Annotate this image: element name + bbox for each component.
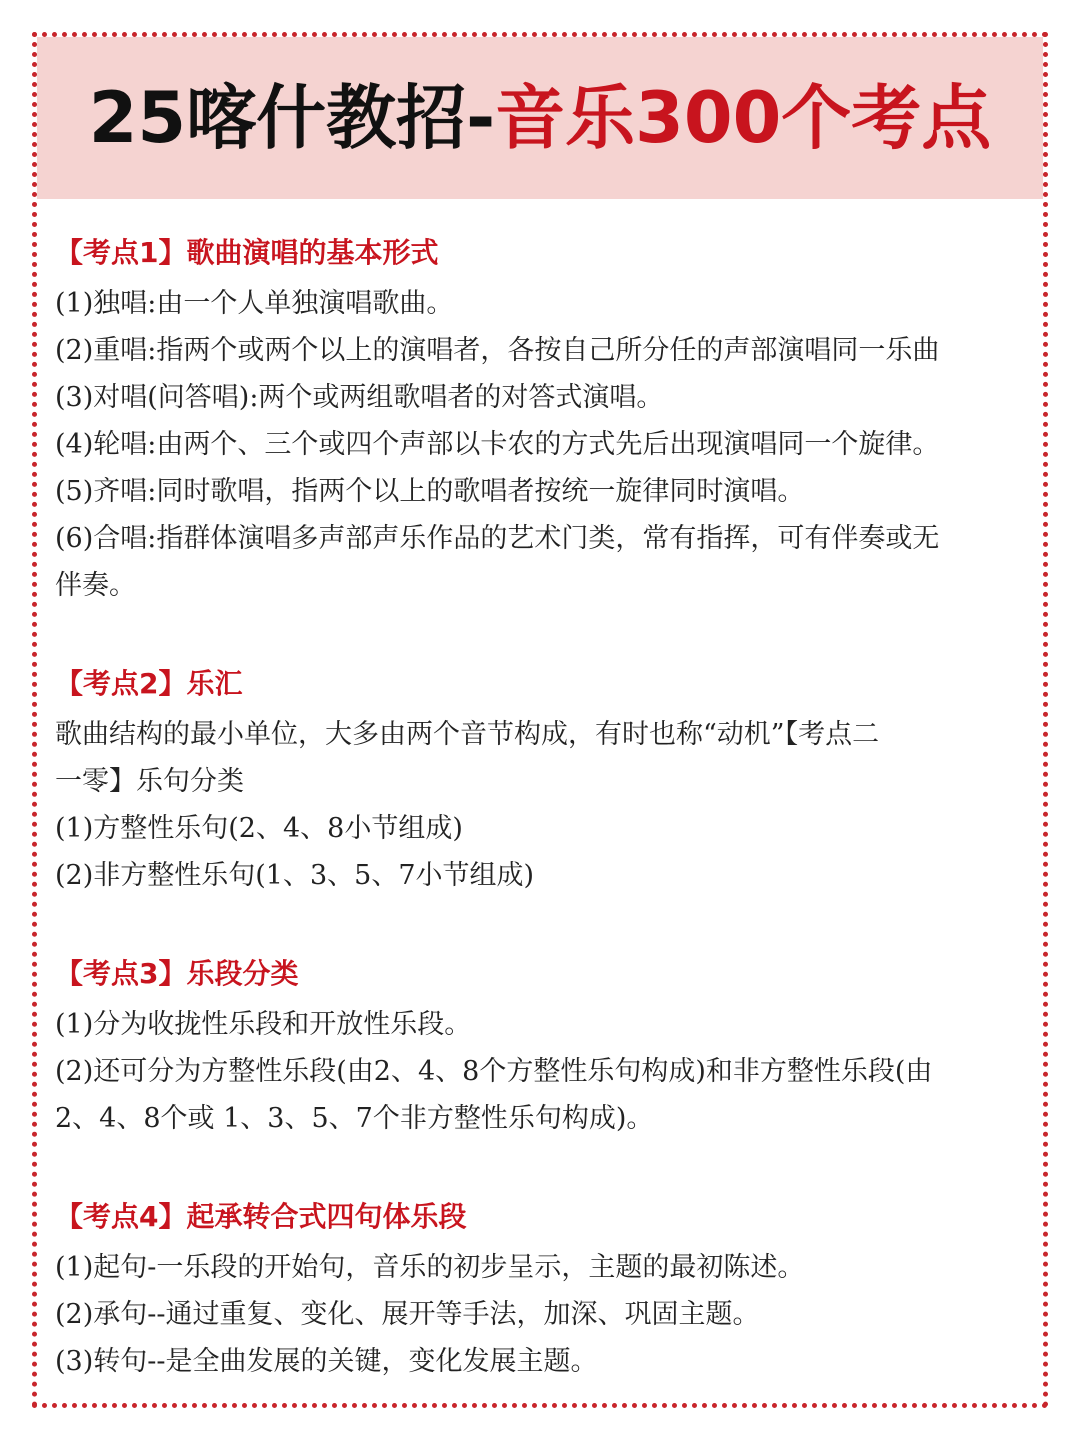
section-line: (3)转句--是全曲发展的关键，变化发展主题。 — [55, 1346, 598, 1377]
section-4 — [55, 1192, 1030, 1385]
section-heading: 【考点2】乐汇 — [55, 667, 243, 700]
section-line: 伴奏。 — [55, 570, 136, 601]
section-line: (2)还可分为方整性乐段(由2、4、8个方整性乐句构成)和非方整性乐段(由 — [55, 1056, 933, 1087]
section-line: 2、4、8个或 1、3、5、7个非方整性乐句构成)。 — [55, 1103, 654, 1134]
section-line: 歌曲结构的最小单位，大多由两个音节构成，有时也称“动机”【考点二 — [55, 719, 880, 750]
title-highlight: 音乐300个考点 — [495, 77, 992, 159]
page-title — [37, 75, 1043, 161]
section-2 — [55, 659, 1030, 899]
section-heading: 【考点1】歌曲演唱的基本形式 — [55, 236, 439, 269]
section-3 — [55, 949, 1030, 1142]
content-body — [55, 228, 1030, 1435]
section-line: (1)独唱:由一个人单独演唱歌曲。 — [55, 288, 454, 319]
section-line: (1)分为收拢性乐段和开放性乐段。 — [55, 1009, 472, 1040]
section-heading: 【考点3】乐段分类 — [55, 957, 299, 990]
section-line: 一零】乐句分类 — [55, 766, 244, 797]
section-line: (5)齐唱:同时歌唱，指两个以上的歌唱者按统一旋律同时演唱。 — [55, 476, 805, 507]
section-line: (4)轮唱:由两个、三个或四个声部以卡农的方式先后出现演唱同一个旋律。 — [55, 429, 940, 460]
section-line: (2)重唱:指两个或两个以上的演唱者，各按自己所分任的声部演唱同一乐曲 — [55, 335, 940, 366]
title-banner — [37, 37, 1043, 199]
section-line: (1)方整性乐句(2、4、8小节组成) — [55, 813, 463, 844]
section-heading: 【考点4】起承转合式四句体乐段 — [55, 1200, 467, 1233]
section-line: (6)合唱:指群体演唱多声部声乐作品的艺术门类，常有指挥，可有伴奏或无 — [55, 523, 940, 554]
title-prefix: 25喀什教招- — [88, 77, 496, 159]
section-line: (3)对唱(问答唱):两个或两组歌唱者的对答式演唱。 — [55, 382, 664, 413]
section-line: (2)非方整性乐句(1、3、5、7小节组成) — [55, 860, 535, 891]
section-line: (1)起句-一乐段的开始句，音乐的初步呈示，主题的最初陈述。 — [55, 1252, 805, 1283]
section-line: (2)承句--通过重复、变化、展开等手法，加深、巩固主题。 — [55, 1299, 760, 1330]
section-1 — [55, 228, 1030, 609]
